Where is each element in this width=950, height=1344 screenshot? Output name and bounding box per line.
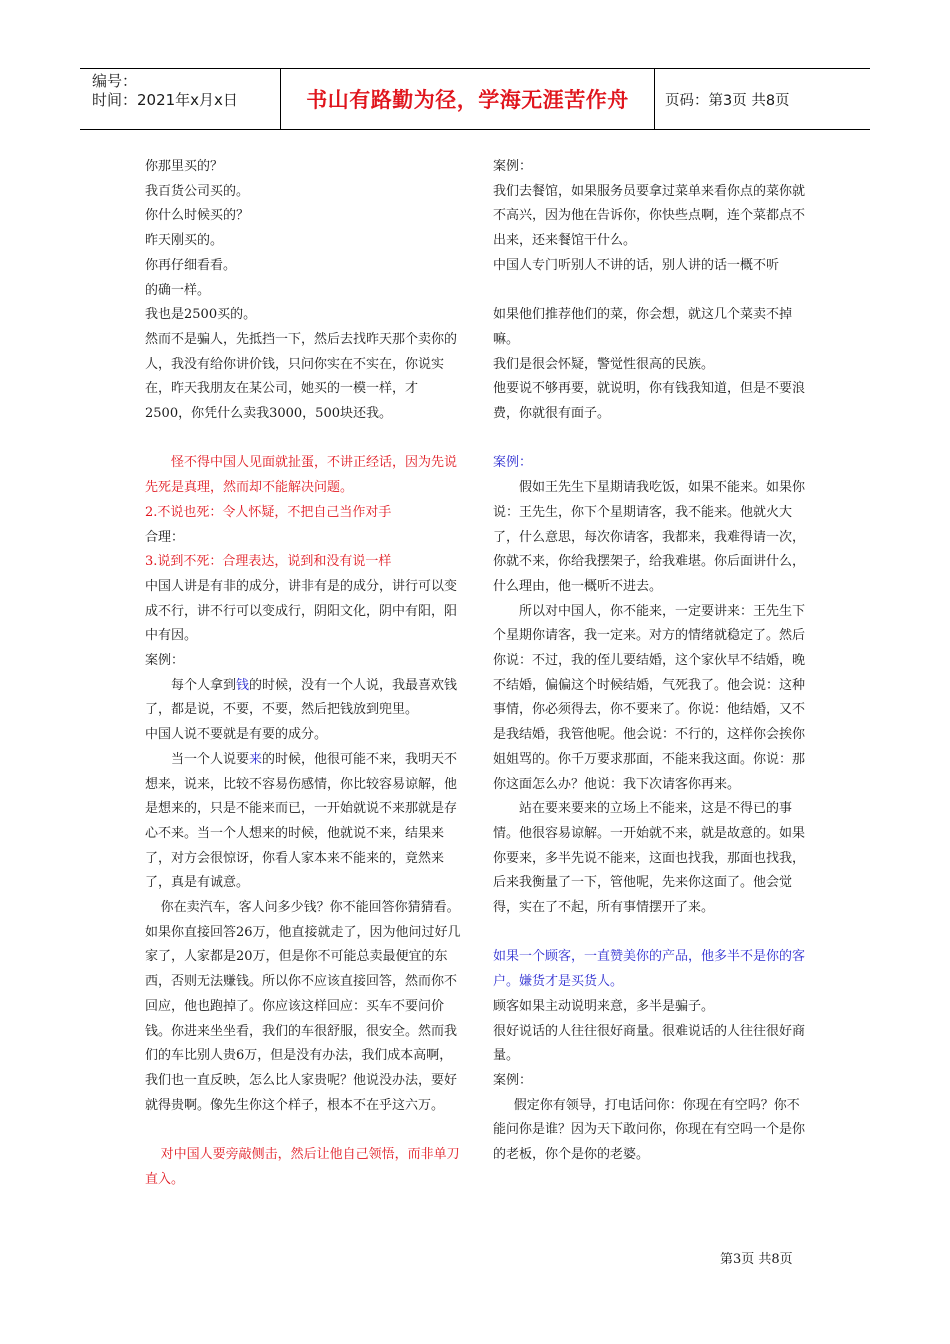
case-label: 案例： (493, 159, 533, 174)
section-heading: 2.不说也死：令人怀疑，不把自己当作对手 (145, 504, 392, 520)
highlight-paragraph: 如果一个顾客，一直赞美你的产品，他多半不是你的客户。嫌货才是买货人。 (493, 949, 806, 990)
page-footer: 第3页 共8页 (720, 1252, 793, 1267)
line: 我也是2500买的。 (145, 307, 257, 323)
number-label: 编号： (92, 72, 138, 90)
paragraph: 假定你有领导，打电话问你：你现在有空吗？你不能问你是谁？因为天下敢问你，你现在有空吗一个是你的老板，你个是你的老婆。 (493, 1097, 806, 1163)
section-heading: 3.说到不死：合理表达，说到和没有说一样 (145, 554, 392, 570)
paragraph: 假如王先生下星期请我吃饭，如果不能来。如果你说：王先生，你下个星期请客，我不能来。他就火大了，什么意思，每次你请客，我都来，我难得请一次，你就不来，你给我摆架子，给我难堪。你后面讲什么，什么理由，他一概听不进去。 (493, 480, 806, 594)
paragraph: 站在要来要来的立场上不能来，这是不得已的事情。他很容易谅解。一开始就不来，就是故意的。如果你要来，多半先说不能来，这面也找我，那面也找我，后来我衡量了一下，管他呢，先来你这面了。他会觉得，实在了不起，所有事情摆开了来。 (493, 801, 806, 916)
paragraph: 当一个人说要来的时候，他很可能不来，我明天不想来，说来，比较不容易伤感情，你比较容易谅解，他是想来的，只是不能来而已，一开始就说不来那就是存心不来。当一个人想来的时候，他就说不来，结果来了，对方会很惊讶，你看人家本来不能来的，竟然来了，真是有诚意。 (145, 751, 458, 891)
paragraph: 每个人拿到钱的时候，没有一个人说，我最喜欢钱了，都是说，不要，不要，然后把钱放到兜里。 (145, 677, 458, 718)
paragraph: 中国人讲是有非的成分，讲非有是的成分，讲行可以变成不行，讲不行可以变成行，阴阳文化，阴中有阳，阳中有因。 (145, 578, 458, 644)
line: 我百货公司买的。 (145, 183, 250, 199)
header-motto-cell (281, 69, 655, 129)
header-page-cell (655, 69, 870, 129)
line: 合理： (145, 529, 185, 545)
left-column (145, 155, 463, 1193)
paragraph: 我们是很会怀疑，警觉性很高的民族。 (493, 356, 715, 372)
line: 昨天刚买的。 (145, 233, 224, 249)
paragraph: 我们去餐馆，如果服务员要拿过菜单来看你点的菜你就不高兴，因为他在告诉你，你快些点啊，连个菜都点不出来，还来餐馆干什么。 (493, 183, 806, 249)
paragraph: 顾客如果主动说明来意，多半是骗子。 (493, 998, 715, 1014)
highlight-paragraph: 对中国人要旁敲侧击，然后让他自己领悟，而非单刀直入。 (145, 1147, 460, 1187)
paragraph: 中国人说不要就是有要的成分。 (145, 727, 328, 743)
header-meta-cell (80, 69, 281, 129)
paragraph: 他要说不够再要，就说明，你有钱我知道，但是不要浪费，你就很有面子。 (493, 381, 806, 422)
line: 你什么时候买的？ (145, 208, 250, 224)
right-column (493, 155, 811, 1168)
page-header (80, 68, 870, 130)
case-label: 案例： (493, 455, 533, 471)
line: 你再仔细看看。 (145, 257, 237, 273)
paragraph: 中国人专门听别人不讲的话，别人讲的话一概不听 (493, 257, 780, 273)
paragraph: 你在卖汽车，客人问多少钱？你不能回答你猜猜看。如果你直接回答26万，他直接就走了，因为他问过好几家了，人家都是20万，但是你不可能总卖最便宜的东西，否则无法赚钱。所以你不应该直接回答，然而你不回应，他也跑掉了。你应该这样回应：买车不要问价钱。你进来坐坐看，我们的车很舒服，很安全。然而我们的车比别人贵6万，但是没有办法，我们成本高啊，我们也一直反映，怎么比人家贵呢？他说没办法，要好就得贵啊。像先生你这个样子，根本不在乎这六万。 (145, 900, 461, 1113)
case-label: 案例： (493, 1072, 533, 1088)
motto: 书山有路勤为径，学海无涯苦作舟 (306, 88, 629, 112)
paragraph: 所以对中国人，你不能来，一定要讲来：王先生下个星期你请客，我一定来。对方的情绪就稳定了。然后你说：不过，我的侄儿要结婚，这个家伙早不结婚，晚不结婚，偏偏这个时候结婚，气死我了。他会说：这种事情，你必须得去，你不要来了。你说：他结婚，又不是我结婚，我管他呢。他会说：不行的，这样你会挨你姐姐骂的。你千万要求那面，不能来我这面。你说：那你这面怎么办？他说：我下次请客你再来。 (493, 603, 806, 792)
line: 的确一样。 (145, 282, 211, 298)
paragraph: 然而不是骗人，先抵挡一下，然后去找昨天那个卖你的人，我没有给你讲价钱，只问你实在不实在，你说实在，昨天我朋友在某公司，她买的一模一样，才2500，你凭什么卖我3000，500块还我。 (145, 331, 458, 422)
paragraph: 很好说话的人往往很好商量。很难说话的人往往很好商量。 (493, 1023, 806, 1064)
paragraph: 如果他们推荐他们的菜，你会想，就这几个菜卖不掉嘛。 (493, 307, 793, 347)
highlight-paragraph: 怪不得中国人见面就扯蛋，不讲正经话，因为先说先死是真理，然而却不能解决问题。 (145, 455, 458, 496)
case-label: 案例： (145, 653, 185, 669)
date-label: 时间：2021年x月x日 (92, 91, 238, 109)
page-label: 页码：第3页 共8页 (665, 92, 790, 109)
line: 你那里买的？ (145, 159, 224, 174)
